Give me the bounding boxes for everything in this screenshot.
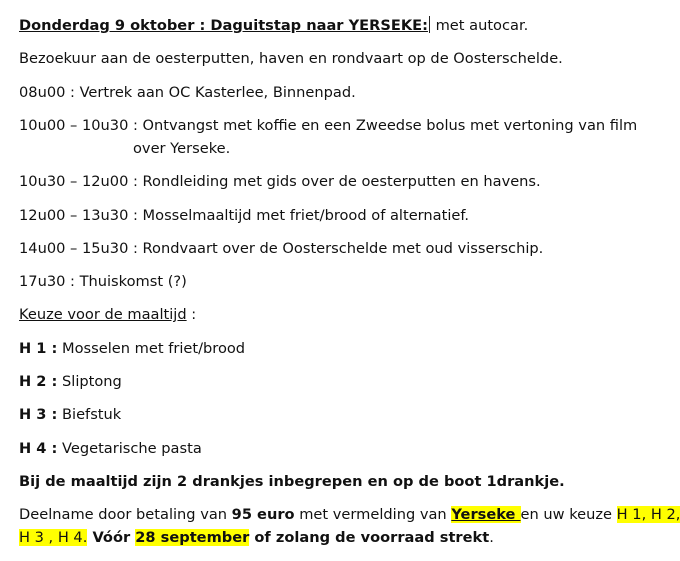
- payment-amount: 95 euro: [231, 506, 295, 523]
- event-title: Donderdag 9 oktober : Daguitstap naar YERSEKE:: [19, 17, 428, 34]
- payment-text: en uw keuze: [520, 506, 617, 523]
- payment-line-2: [19, 528, 494, 548]
- schedule-item-reception: 10u00 – 10u30 : Ontvangst met koffie en een Zweedse bolus met vertoning van film: [19, 117, 638, 134]
- payment-period: .: [489, 529, 494, 546]
- schedule-item-tour: 10u30 – 12u00 : Rondleiding met gids over de oesterputten en havens.: [19, 173, 541, 190]
- meal-option-desc: Mosselen met friet/brood: [57, 340, 246, 357]
- payment-tail: of zolang de voorraad strekt: [249, 529, 490, 546]
- intro-line: Bezoekuur aan de oesterputten, haven en rondvaart op de Oosterschelde.: [19, 50, 563, 67]
- meal-option-h1: [19, 339, 245, 359]
- payment-line-1: [19, 505, 680, 525]
- meal-choice-heading: [19, 305, 196, 325]
- meal-option-desc: Vegetarische pasta: [57, 440, 202, 457]
- schedule-item-lunch: 12u00 – 13u30 : Mosselmaaltijd met friet/brood of alternatief.: [19, 207, 470, 224]
- payment-choices: H 1, H 2,: [616, 506, 680, 523]
- schedule-item-boat-trip: 14u00 – 15u30 : Rondvaart over de Oosterschelde met oud visserschip.: [19, 240, 544, 257]
- schedule-item-return: 17u30 : Thuiskomst (?): [19, 273, 187, 290]
- schedule-item-departure: 08u00 : Vertrek aan OC Kasterlee, Binnenpad.: [19, 84, 356, 101]
- title-line: [19, 16, 528, 36]
- meal-option-h2: [19, 372, 122, 392]
- drinks-note: Bij de maaltijd zijn 2 drankjes inbegrepen en op de boot 1drankje.: [19, 473, 565, 490]
- payment-text: met vermelding van: [294, 506, 452, 523]
- payment-choices: H 3 , H 4.: [19, 529, 88, 546]
- payment-text: Deelname door betaling van: [19, 506, 232, 523]
- meal-option-h4: [19, 439, 202, 459]
- schedule-item-reception-continuation: over Yerseke.: [133, 140, 231, 157]
- meal-option-code: H 1 :: [19, 340, 58, 357]
- meal-option-code: H 2 :: [19, 373, 58, 390]
- meal-choice-label: Keuze voor de maaltijd: [19, 306, 187, 323]
- meal-option-code: H 3 :: [19, 406, 58, 423]
- meal-choice-colon: :: [186, 306, 197, 323]
- title-suffix: met autocar.: [430, 17, 529, 34]
- meal-option-desc: Biefstuk: [57, 406, 122, 423]
- payment-before: Vóór: [87, 529, 136, 546]
- meal-option-code: H 4 :: [19, 440, 58, 457]
- meal-option-desc: Sliptong: [57, 373, 122, 390]
- payment-reference: Yerseke: [451, 506, 521, 523]
- meal-option-h3: [19, 405, 121, 425]
- text-cursor: [429, 16, 430, 33]
- payment-deadline: 28 september: [135, 529, 250, 546]
